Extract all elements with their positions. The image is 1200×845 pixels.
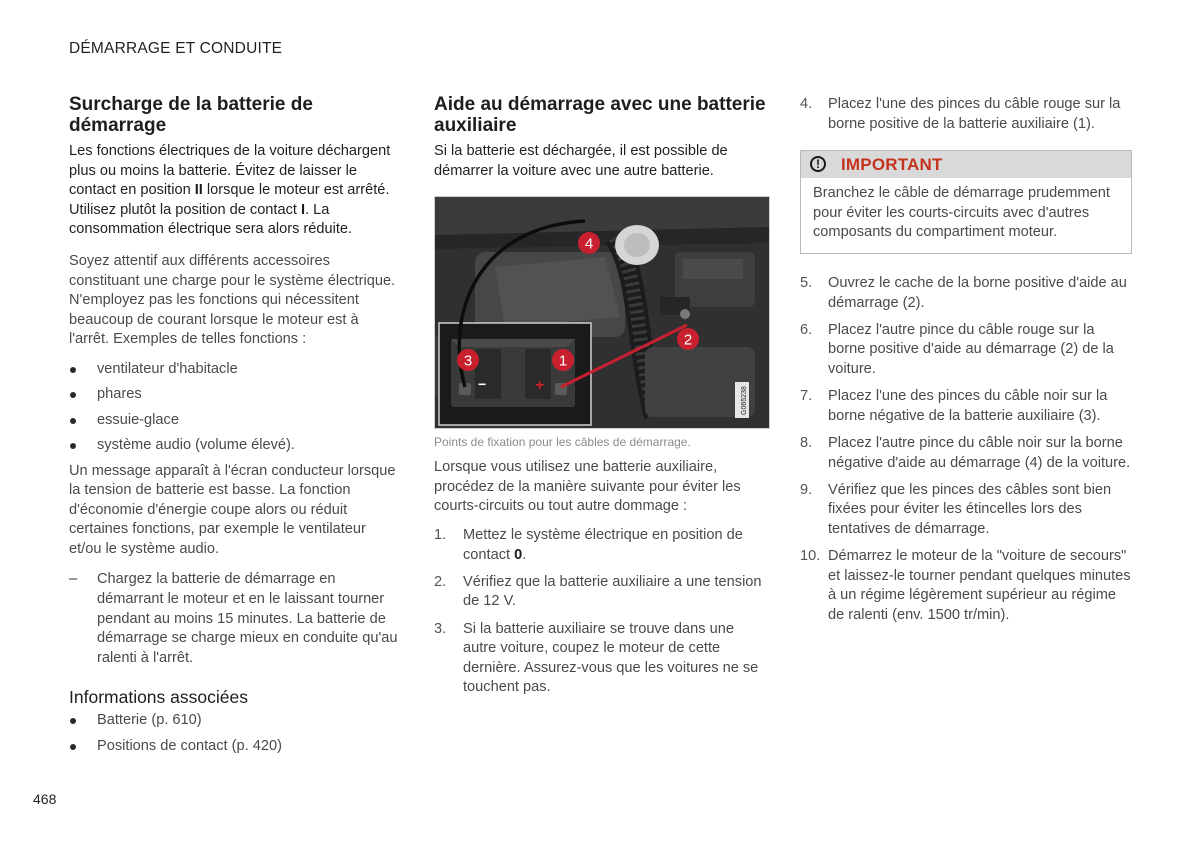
step-text: Placez l'autre pince du câble rouge sur la borne positive d'aide au démarrage (2) de la voiture. [828, 321, 1114, 377]
column-jump-start-continued [800, 95, 1135, 633]
jump-start-step-4 [800, 95, 1135, 134]
step-number: 6. [800, 321, 813, 338]
step-item [800, 481, 1135, 540]
image-code-label: G065238 [741, 386, 748, 416]
step-number: 3. [434, 620, 447, 637]
step-item [434, 526, 769, 565]
svg-text:2: 2 [683, 331, 693, 349]
step-text: Vérifiez que la batterie auxiliaire a une tension de 12 V. [463, 573, 762, 610]
callout-4 [578, 232, 600, 254]
svg-text:4: 4 [584, 235, 594, 253]
step-text: Démarrez le moteur de la "voiture de secours" et laissez-le tourner pendant quelques minutes à un régime légèrement supérieur au régime de ralenti (env. 1500 tr/min). [828, 548, 1131, 623]
step-text: Vérifiez que les pinces des câbles sont bien fixées pour éviter les étincelles lors des tentatives de démarrage. [828, 481, 1112, 537]
section-title-overload: Surcharge de la batterie de démarrage [69, 94, 313, 136]
step-number: 7. [800, 388, 813, 405]
step-number: 10. [800, 548, 821, 565]
intro-text-2: lorsque le moteur est arrêté. Utilisez plutôt la position de contact [69, 182, 390, 218]
list-item [69, 411, 399, 431]
jump-start-procedure-intro: Lorsque vous utilisez une batterie auxiliaire, procédez de la manière suivante pour éviter les courts-circuits ou tout autre dommage : [434, 459, 741, 515]
callout-2 [677, 328, 699, 350]
section-title-jump-start: Aide au démarrage avec une batterie auxiliaire [434, 94, 766, 136]
ignition-position-I: I [301, 201, 306, 218]
plus-terminal-symbol: + [535, 377, 545, 395]
step-item [434, 620, 769, 698]
charge-instruction-text: Chargez la batterie de démarrage en démarrant le moteur et en le laissant tourner pendant au moins 15 minutes. La batterie de démarrage se charge mieux en conduite qu'au ralenti à l'arrêt. [97, 571, 398, 666]
step-text: Placez l'une des pinces du câble rouge sur la borne positive de la batterie auxiliaire (1). [828, 96, 1121, 132]
list-item-text: système audio (volume élevé). [97, 437, 295, 454]
step-item [800, 434, 1135, 473]
step-number: 2. [434, 573, 447, 590]
related-link-ignition[interactable] [69, 737, 399, 757]
jump-start-figure [434, 196, 770, 429]
step-number: 5. [800, 274, 813, 291]
bullet-icon [70, 392, 76, 398]
related-link-text[interactable]: Batterie (p. 610) [97, 712, 202, 729]
column-battery-overload [69, 94, 399, 762]
low-voltage-paragraph: Un message apparaît à l'écran conducteur lorsque la tension de batterie est basse. La fonction d'économie d'énergie coupe alors ou réduit certaines fonctions, par exemple le ventilateur et/ou le système audio. [69, 462, 396, 557]
important-header [801, 151, 1131, 178]
ignition-position-II: II [194, 182, 203, 199]
jump-start-steps-1-3 [434, 526, 769, 698]
engine-bay-illustration [435, 197, 769, 428]
list-item [69, 436, 399, 456]
step-text: Ouvrez le cache de la borne positive d'aide au démarrage (2). [828, 274, 1127, 311]
step-text-end: . [522, 546, 527, 563]
related-links-list [69, 711, 399, 756]
list-item [69, 385, 399, 405]
important-text: Branchez le câble de démarrage prudemment pour éviter les courts-circuits avec d'autres composants du compartiment moteur. [813, 185, 1110, 241]
list-item-text: phares [97, 386, 142, 403]
minus-terminal-symbol: − [478, 376, 487, 393]
charge-instruction [69, 570, 399, 668]
list-item-text: essuie-glace [97, 411, 179, 428]
step-item [434, 573, 769, 612]
callout-3 [457, 349, 479, 371]
svg-text:3: 3 [463, 352, 473, 370]
running-header: DÉMARRAGE ET CONDUITE [69, 40, 283, 57]
related-info-title: Informations associées [69, 687, 248, 708]
related-link-text[interactable]: Positions de contact (p. 420) [97, 737, 282, 754]
step-item [800, 95, 1135, 134]
overload-intro [69, 142, 399, 240]
step-text: Placez l'une des pinces du câble noir sur la borne négative de la batterie auxiliaire (3). [828, 388, 1108, 424]
dash-marker: – [69, 571, 78, 588]
important-notice [800, 150, 1132, 254]
example-functions-list [69, 360, 399, 456]
step-item [800, 387, 1135, 426]
jump-start-intro: Si la batterie est déchargée, il est possible de démarrer la voiture avec une autre batterie. [434, 143, 728, 179]
step-number: 1. [434, 526, 447, 543]
bullet-icon [70, 367, 76, 373]
warning-icon: ! [810, 156, 826, 172]
step-number: 4. [800, 96, 813, 112]
important-title: IMPORTANT [841, 155, 943, 175]
step-number: 8. [800, 434, 813, 451]
intro-text-1: Les fonctions électriques de la voiture déchargent plus ou moins la batterie. Évitez de laisser le contact en position [69, 143, 391, 199]
page-number: 468 [33, 791, 57, 807]
jump-start-steps-5-10 [800, 274, 1135, 625]
related-link-battery[interactable] [69, 711, 399, 731]
bullet-icon [70, 418, 76, 424]
accessories-paragraph: Soyez attentif aux différents accessoires constituant une charge pour le système électrique. N'employez pas les fonctions qui nécessitent beaucoup de courant lorsque le moteur est à l'arrêt. Exemples de telles fonctions : [69, 252, 396, 348]
list-item [69, 360, 399, 380]
step-item [800, 547, 1135, 625]
step-text: Si la batterie auxiliaire se trouve dans une autre voiture, coupez le moteur de cette dernière. Assurez-vous que les voitures ne se touchent pas. [463, 620, 759, 696]
step-text: Placez l'autre pince du câble noir sur la borne négative d'aide au démarrage (4) de la voiture. [828, 434, 1131, 471]
svg-text:1: 1 [558, 352, 568, 370]
list-item-text: ventilateur d'habitacle [97, 360, 238, 377]
step-text: Mettez le système électrique en position de contact [463, 526, 743, 563]
callout-1 [552, 349, 574, 371]
step-item [800, 274, 1135, 313]
step-item [800, 321, 1135, 380]
intro-text-3: . La consommation électrique sera alors réduite. [69, 201, 353, 238]
column-jump-start [434, 94, 769, 706]
figure-caption: Points de fixation pour les câbles de démarrage. [434, 435, 691, 450]
bullet-icon [70, 718, 76, 724]
bullet-icon [70, 443, 76, 449]
bullet-icon [70, 744, 76, 750]
ignition-position-0: 0 [514, 546, 523, 563]
step-number: 9. [800, 481, 813, 498]
